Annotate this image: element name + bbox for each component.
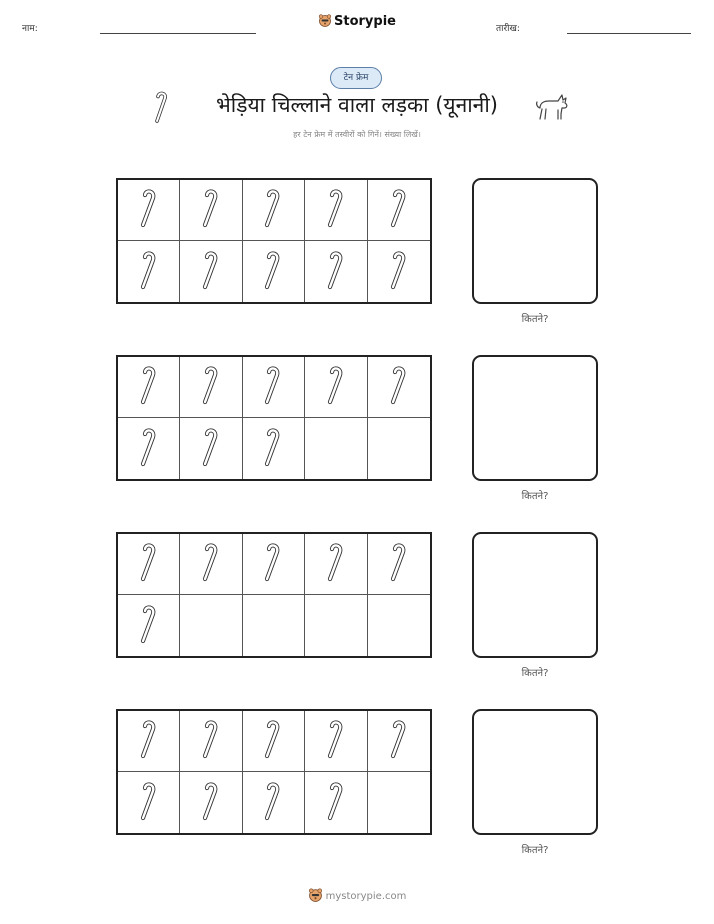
candy-cane-icon [262,187,284,233]
ten-frame-cell [305,180,367,241]
how-many-label: कितने? [521,491,549,502]
answer-box-1[interactable] [472,178,598,304]
ten-frame-cell [305,711,367,772]
ten-frame-cell [180,241,242,302]
candy-cane-icon [325,780,347,826]
candy-cane-icon [138,780,160,826]
ten-frame-cell [180,357,242,418]
candy-cane-icon [388,718,410,764]
ten-frame-cell [368,241,430,302]
ten-frame-cell [243,595,305,656]
storypie-logo-icon [308,887,323,902]
name-label: नाम: [22,24,38,34]
candy-cane-icon [388,364,410,410]
candy-cane-icon [325,249,347,295]
instructions: हर टेन फ्रेम में तस्वीरों को गिनें। संख्या लिखें। [293,130,421,139]
wolf-icon [534,90,570,122]
candy-cane-icon [138,426,160,472]
ten-frame-cell [243,534,305,595]
ten-frame-cell [305,772,367,833]
candy-cane-icon [262,780,284,826]
candy-cane-icon [388,541,410,587]
ten-frame-cell [243,772,305,833]
ten-frame-cell [118,418,180,479]
candy-cane-icon [262,249,284,295]
ten-frame-cell [180,595,242,656]
candy-cane-icon [138,603,160,649]
date-line[interactable] [567,33,691,34]
name-line[interactable] [100,33,256,34]
candy-cane-icon [388,187,410,233]
ten-frame-cell [118,357,180,418]
ten-frame-cell [118,772,180,833]
candy-cane-icon [138,187,160,233]
ten-frame-cell [368,418,430,479]
ten-frame-1 [116,178,432,304]
ten-frame-cell [118,241,180,302]
ten-frame-cell [180,180,242,241]
answer-box-4[interactable] [472,709,598,835]
ten-frame-cell [118,711,180,772]
storypie-logo-icon [318,13,332,27]
ten-frame-4 [116,709,432,835]
candy-cane-icon [200,364,222,410]
ten-frame-cell [305,357,367,418]
ten-frame-3 [116,532,432,658]
footer-url: mystorypie.com [325,891,407,902]
ten-frame-cell [368,534,430,595]
answer-box-2[interactable] [472,355,598,481]
ten-frame-cell [305,418,367,479]
answer-box-3[interactable] [472,532,598,658]
brand [0,13,714,29]
ten-frame-cell [305,595,367,656]
page-title: भेड़िया चिल्लाने वाला लड़का (यूनानी) [216,93,498,117]
ten-frame-cell [180,534,242,595]
candy-cane-icon [200,187,222,233]
date-label: तारीख: [496,24,520,34]
how-many-label: कितने? [521,314,549,325]
candy-cane-icon [325,718,347,764]
ten-frame-cell [368,180,430,241]
worksheet-type-badge: टेन फ्रेम [330,67,382,89]
candy-cane-icon [138,541,160,587]
candy-cane-icon [200,718,222,764]
ten-frame-cell [118,595,180,656]
candy-cane-icon [262,541,284,587]
candy-cane-icon [138,364,160,410]
ten-frame-cell [180,772,242,833]
candy-cane-icon [262,718,284,764]
ten-frame-cell [368,772,430,833]
candy-cane-icon [262,364,284,410]
candy-cane-icon [200,249,222,295]
candy-cane-icon [325,187,347,233]
ten-frame-cell [243,418,305,479]
ten-frame-2 [116,355,432,481]
candy-cane-icon [388,249,410,295]
ten-frame-cell [243,241,305,302]
candy-cane-icon [138,249,160,295]
ten-frame-cell [118,180,180,241]
candy-cane-icon [200,780,222,826]
ten-frame-cell [368,711,430,772]
how-many-label: कितने? [521,668,549,679]
ten-frame-cell [305,534,367,595]
candy-cane-icon [138,718,160,764]
ten-frame-cell [368,357,430,418]
ten-frame-cell [243,357,305,418]
candy-cane-icon [325,364,347,410]
ten-frame-cell [180,418,242,479]
ten-frame-cell [118,534,180,595]
candy-cane-icon [325,541,347,587]
ten-frame-cell [368,595,430,656]
ten-frame-cell [243,711,305,772]
candy-cane-icon [200,541,222,587]
brand-name: Storypie [334,14,396,29]
ten-frame-cell [243,180,305,241]
how-many-label: कितने? [521,845,549,856]
ten-frame-cell [180,711,242,772]
candy-cane-icon [200,426,222,472]
footer [0,887,714,902]
ten-frame-cell [305,241,367,302]
candy-cane-icon [262,426,284,472]
